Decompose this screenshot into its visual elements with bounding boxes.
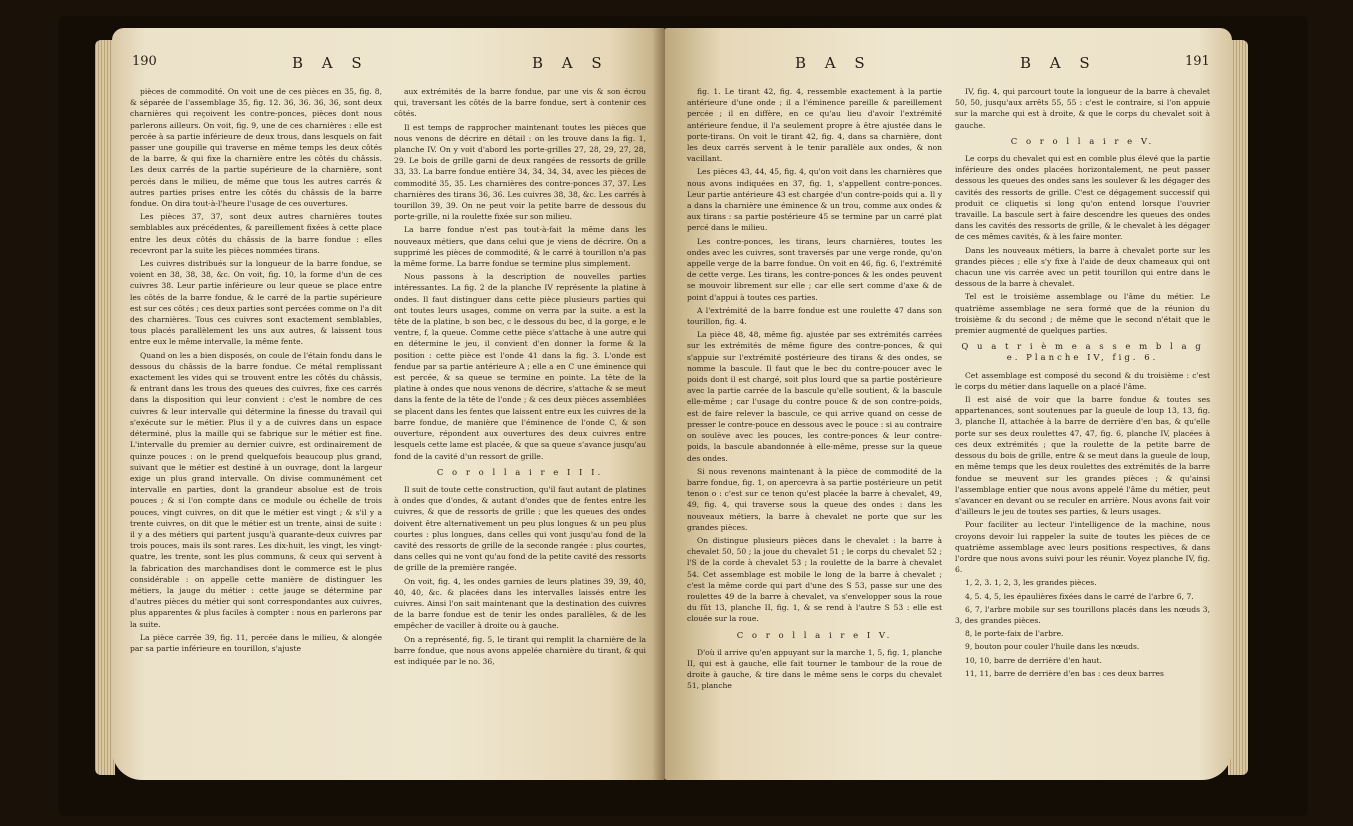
left-page: [112, 28, 665, 780]
paragraph: Les contre-ponces, les tirans, leurs charnières, toutes les ondes avec les cuivres, sont traversés par une verge ronde, qu'on appelle verge de la barre fondue. On voit en 46, fig. 6, l'extrémité de cette verge. Les tirans, les contre-ponces & les ondes peuvent se mouvoir librement sur elle ; car elle sert comme d'axe & de point d'appui à toutes ces parties.: [687, 236, 942, 302]
paragraph: Le corps du chevalet qui est en comble plus élevé que la partie inférieure des ondes placées horizontalement, ne peut passer dessous les queues des ondes sans les soulever & les dégager des cavités des ressorts de grille. C'est ce dégagement successif qui produit ce cliquetis si long qu'on entend lorsque l'ouvrier travaille. La bascule sert à faire descendre les queues des ondes dans les cavités des ressorts de grille, & le chevalet à les dégager de ces mêmes cavités, & à les faire monter.: [955, 154, 1210, 242]
column-right: [394, 86, 646, 760]
paragraph: On voit, fig. 4, les ondes garnies de leurs platines 39, 39, 40, 40, 40, &c. & placées dans les intervalles laissés entre les cuivres. Ainsi l'on sait maintenant que la destination des cuivres de la barre fondue est de tenir les ondes parallèles, & de les empêcher de vaciller à droite ou à gauche.: [394, 576, 646, 631]
paragraph: Il est temps de rapprocher maintenant toutes les pièces que nous venons de décrire en détail : on les trouve dans la fig. 1, planche IV. On y voit d'abord les porte-grilles 27, 28, 29, 27, 28, 29. Le bois de grille garni de deux rangées de ressorts de grille 33, 33. La barre fondue entière 34, 34, 34, 34, avec les pièces de commodité 35, 35. Les charnières des contre-ponces 37, 37. Les charnières des tirans 36, 36. Les cuivres 38, 38, &c. Les carrés à tourillon 39, 39. On ne peut voir la petite barre de dessous du porte-grille, ni la roulette fixée sur son milieu.: [394, 122, 646, 222]
paragraph: aux extrémités de la barre fondue, par une vis & son écrou qui, traversant les côtés de la barre fondue, sert à contenir ces côtés.: [394, 87, 646, 119]
column-right: [955, 86, 1210, 760]
paragraph: pièces de commodité. On voit une de ces pièces en 35, fig. 8, & séparée de l'assemblage 35, fig. 12. 36, 36. 36, 36, sont deux charnières qui reçoivent les contre-ponces, pièces dont nous parlerons ailleurs. On voit, fig. 9, une de ces charnières : elle est percée à sa partie inférieure de deux trous, dans lesquels on fait passer une goupille qui traverse en même temps les deux côtés de la barre, & qui fixe la charnière entre les côtés du châssis. Les deux carrés de la partie supérieure de la charnière, sont percés dans le milieu, de même que tous les autres carrés & autres parties prises entre les côtés du châssis de la barre fondue. On dira tout-à-l'heure l'usage de ces ouvertures.: [130, 87, 382, 209]
paragraph: 11, 11, barre de derrière d'en bas : ces deux barres: [965, 668, 1164, 678]
paragraph: A l'extrémité de la barre fondue est une roulette 47 dans son tourillon, fig. 4.: [687, 305, 942, 327]
paragraph: Les pièces 37, 37, sont deux autres charnières toutes semblables aux précédentes, & pareillement fixées à cette place entre les deux côtés du châssis de la barre fondue : elles recevront par la suite les pièces nommées tirans.: [130, 212, 382, 255]
running-head: B A S: [1020, 54, 1097, 72]
section-heading: Q u a t r i è m e a s s e m b l a g e. Planche IV, fig. 6.: [961, 342, 1204, 364]
section-heading: C o r o l l a i r e I I I.: [436, 467, 604, 478]
paragraph: fig. 1. Le tirant 42, fig. 4, ressemble exactement à la partie antérieure d'une onde ; il a l'éminence pareille & pareillement percée ; il en diffère, en ce qu'au lieu d'avoir l'extrémité antérieure fendue, il l'a seulement propre à être ajustée dans le porte-tirans. On voit le tirant 42, fig. 4, dans sa charnière, dont les deux carrés servent à le tenir parallèle aux ondes, & non vacillant.: [687, 87, 942, 164]
paragraph: Si nous revenons maintenant à la pièce de commodité de la barre fondue, fig. 1, on apercevra à sa partie postérieure un petit tenon o : c'est sur ce tenon qu'est placée la barre à chevalet, 49, 49, fig. 4, qui traverse sous la queue des ondes : dans les nouveaux métiers, la barre à chevalet ne porte que sur les grandes pièces.: [687, 466, 942, 532]
paragraph: Dans les nouveaux métiers, la barre à chevalet porte sur les grandes pièces ; elle s'y fixe à l'aide de deux chameaux qui ont chacun une vis carrée avec un petit tourillon qui entre dans le dessous de la barre à chevalet.: [955, 245, 1210, 289]
paragraph: Les cuivres distribués sur la longueur de la barre fondue, se voient en 38, 38, 38, &c. On voit, fig. 10, la forme d'un de ces cuivres 38. Leur partie inférieure ou leur queue se place entre les côtés de la barre fondue, & le carré de la partie supérieure est sur ces côtés ; ces deux parties sont percées comme on l'a dit des charnières. Tous ces cuivres sont exactement semblables, tous placés parallèlement les uns aux autres, & laissent tous entre eux le même intervalle, la même fente.: [130, 259, 382, 347]
paragraph: D'où il arrive qu'en appuyant sur la marche 1, 5, fig. 1, planche II, qui est à gauche, elle fait tourner le tambour de la roue de droite à gauche, & tire dans le même sens le corps du chevalet 51, planche: [687, 647, 942, 691]
paragraph: 6, 7, l'arbre mobile sur ses tourillons placés dans les nœuds 3, 3, des grandes pièces.: [955, 604, 1210, 625]
paragraph: On a représenté, fig. 5, le tirant qui remplit la charnière de la barre fondue, que nous avons appelée charnière du tirant, & qui est indiquée par le no. 36,: [394, 634, 646, 666]
left-page-columns: [130, 86, 645, 760]
section-heading: C o r o l l a i r e I V.: [736, 630, 893, 641]
paragraph: Cet assemblage est composé du second & du troisième : c'est le corps du métier dans laquelle on a placé l'âme.: [955, 370, 1210, 391]
left-page-header: [112, 54, 665, 78]
right-page-header: [665, 54, 1232, 78]
paragraph: La pièce 48, 48, même fig. ajustée par ses extrémités carrées sur les extrémités de même figure des contre-ponces, & qui s'appuie sur l'extrémité postérieure des tirans & des ondes, se nomme la bascule. Il faut que le bec du contre-poucer avec le poids dont il est chargé, soit plus lourd que sa partie postérieure avec la partie carrée de la bascule qu'elle soutient, & la bascule elle-même ; car l'usage du contre pouce & de son contre-poids, est de faire relever la bascule, ce qui arrive quand on cesse de presser le contre-pouce en dessous avec le pouce : si au contraire on soulève avec les pouces, les contre-ponces & leur contre-poids, la bascule abandonnée à elle-même, presse sur la queue des ondes.: [687, 330, 942, 463]
page-number: 190: [132, 54, 157, 69]
paragraph: Quand on les a bien disposés, on coule de l'étain fondu dans le dessous du châssis de la barre fondue. Ce métal remplissant exactement les vides qui se trouvent entre les côtés du châssis, & entrant dans les trous des queues des cuivres, fixe ces carrés dans la disposition qui leur convient : c'est le nombre de ces cuivres & leur intervalle qui détermine la finesse du travail qui s'exécute sur le métier. Plus il y a de cuivres dans un espace déterminé, plus la maille qui se fabrique sur le métier est fine. L'intervalle du premier au dernier cuivre, est ordinairement de quinze pouces : on le prend quelquefois beaucoup plus grand, suivant que le métier est destiné à un ouvrage, dont la largeur exige un plus grand intervalle. On divise communément cet intervalle en parties, dont la grandeur absolue est de trois pouces ; & si l'on compte dans ce module ou échelle de trois pouces, vingt cuivres, on dit que le métier est vingt ; & s'il y a trente cuivres, on dit que le métier est un trente, ainsi de suite : il y a des métiers qui partent jusqu'à quarante-deux cuivres par trois pouces, mais ils sont rares. Les dix-huit, les vingt, les vingt-quatre, les trente, sont les plus communs, & ceux qui servent à la fabrication des marchandises dont le commerce est le plus considérable : on appelle cette manière de distinguer les métiers, la jauge du métier : cette jauge se détermine par d'autres pièces du métier qui sont correspondantes aux cuivres, plus apparentes & plus faciles à compter : nous en parlerons par la suite.: [130, 350, 382, 629]
section-heading: C o r o l l a i r e V.: [1010, 136, 1155, 147]
column-left: [130, 86, 382, 760]
right-page: [665, 28, 1232, 780]
paragraph: 4, 5. 4, 5, les épaulières fixées dans le carré de l'arbre 6, 7.: [965, 591, 1194, 601]
paragraph: La pièce carrée 39, fig. 11, percée dans le milieu, & alongée par sa partie inférieure en tourillon, s'ajuste: [130, 632, 382, 653]
paragraph: Nous passons à la description de nouvelles parties intéressantes. La fig. 2 de la planche IV représente la platine à ondes. Il faut distinguer dans cette pièce plusieurs parties qui ont toutes leurs usages, comme on verra par la suite. a est la tête de la platine, b son bec, c le dessous du bec, d la gorge, e le ventre, f, la queue. Comme cette pièce s'attache à une autre qui en détermine le jeu, il convient d'en donner la forme & la position : cette pièce est l'onde 41 dans la fig. 3. L'onde est fendue par sa partie antérieure A ; elle a en C une éminence qui est percée, & sa queue se termine en pointe. La tête de la platine à ondes que nous venons de décrire, s'attache & se meut dans la fente de la tête de l'onde ; & ces deux pièces assemblées se placent dans les fentes que laissent entre eux les cuivres de la barre fondue, de manière que l'éminence de l'onde C, & son ouverture, répondent aux ouvertures des deux cuivres entre lesquels cette lame est placée, & que sa queue s'avance jusqu'au fond de la cavité d'un ressort de grille.: [394, 272, 646, 461]
paragraph: Les pièces 43, 44, 45, fig. 4, qu'on voit dans les charnières que nous avons indiquées en 37, fig. 1, s'appellent contre-ponces. Leur partie antérieure 43 est chargée d'un contre-poids qui a. Il y a dans la charnière une éminence & un trou, comme aux ondes & aux tirans : sa partie postérieure 45 se termine par un carré plat percé dans le milieu.: [687, 167, 942, 233]
paragraph: Pour faciliter au lecteur l'intelligence de la machine, nous croyons devoir lui rappeler la suite de toutes les pièces de ce quatrième assemblage avec leurs positions respectives, & dans l'ordre que nous avons suivi pour les réunir. Voyez planche IV, fig. 6.: [955, 520, 1210, 575]
paragraph: 10, 10, barre de derrière d'en haut.: [965, 655, 1102, 665]
paragraph: Il est aisé de voir que la barre fondue & toutes ses appartenances, sont soutenues par la gueule de loup 13, 13, fig. 3, planche II, attachée à la barre de derrière d'en bas, & qu'elle porte sur ses deux roulettes 47, 47, fig. 6, planche IV, placées à ces deux extrémités ; que la roulette de la petite barre de dessous du bois de grille, entre & se meut dans la gueule de loup, en même temps que les deux roulettes des extrémités de la barre fondue se meuvent sur les grandes pièces ; & qu'ainsi l'assemblage entier que nous avons appelé l'âme du métier, peut s'avancer en devant ou se reculer en arrière. Nous avons fait voir d'ailleurs le jeu de toutes ses parties, & leurs usages.: [955, 395, 1210, 517]
paragraph: 9, bouton pour couler l'huile dans les nœuds.: [965, 642, 1140, 652]
page-number: 191: [1185, 54, 1210, 69]
paragraph: La barre fondue n'est pas tout-à-fait la même dans les nouveaux métiers, que dans celui que je viens de décrire. On a supprimé les pièces de commodité, & le carré à tourillon n'a pas la même forme. La barre fondue se termine plus simplement.: [394, 225, 646, 269]
column-left: [687, 86, 942, 760]
running-head: B A S: [795, 54, 872, 72]
paragraph: 8, le porte-faix de l'arbre.: [965, 629, 1064, 639]
paragraph: On distingue plusieurs pièces dans le chevalet : la barre à chevalet 50, 50 ; la joue du chevalet 51 ; le corps du chevalet 52 ; l'S de la corde à chevalet 53 ; la roulette de la barre à chevalet 54. Cet assemblage est mobile le long de la barre à chevalet ; c'est la même corde qui part d'une des S 53, passe sur une des roulettes 49 de la barre à chevalet, va s'envelopper sous la roue du fût 13, planche II, fig. 1, & se rend à l'autre S 53 : elle est clouée sur la roue.: [687, 535, 942, 624]
right-page-columns: [687, 86, 1209, 760]
running-head: B A S: [292, 54, 369, 72]
paragraph: IV, fig. 4, qui parcourt toute la longueur de la barre à chevalet 50, 50, jusqu'aux arrêts 55, 55 : c'est le contraire, si l'on appuie sur la marche qui est à droite, & que le corps du chevalet soit à gauche.: [955, 87, 1210, 130]
paragraph: 1, 2, 3. 1, 2, 3, les grandes pièces.: [965, 578, 1097, 588]
paragraph: Tel est le troisième assemblage ou l'âme du métier. Le quatrième assemblage ne sera formé que de la réunion du troisième & du second ; de même que le second n'était que le premier augmenté de quelques parties.: [955, 292, 1210, 336]
running-head: B A S: [532, 54, 609, 72]
paragraph: Il suit de toute cette construction, qu'il faut autant de platines à ondes que d'ondes, & autant d'ondes que de fentes entre les cuivres, & que de ressorts de grille ; que les queues des ondes doivent être alternativement un peu plus longues & un peu plus courtes : plus longues, dans celles qui vont jusqu'au fond de la cavité des ressorts de grille de la seconde rangée : plus courtes, dans celles qui ne vont qu'au fond de la petite cavité des ressorts de grille de la première rangée.: [394, 484, 646, 573]
